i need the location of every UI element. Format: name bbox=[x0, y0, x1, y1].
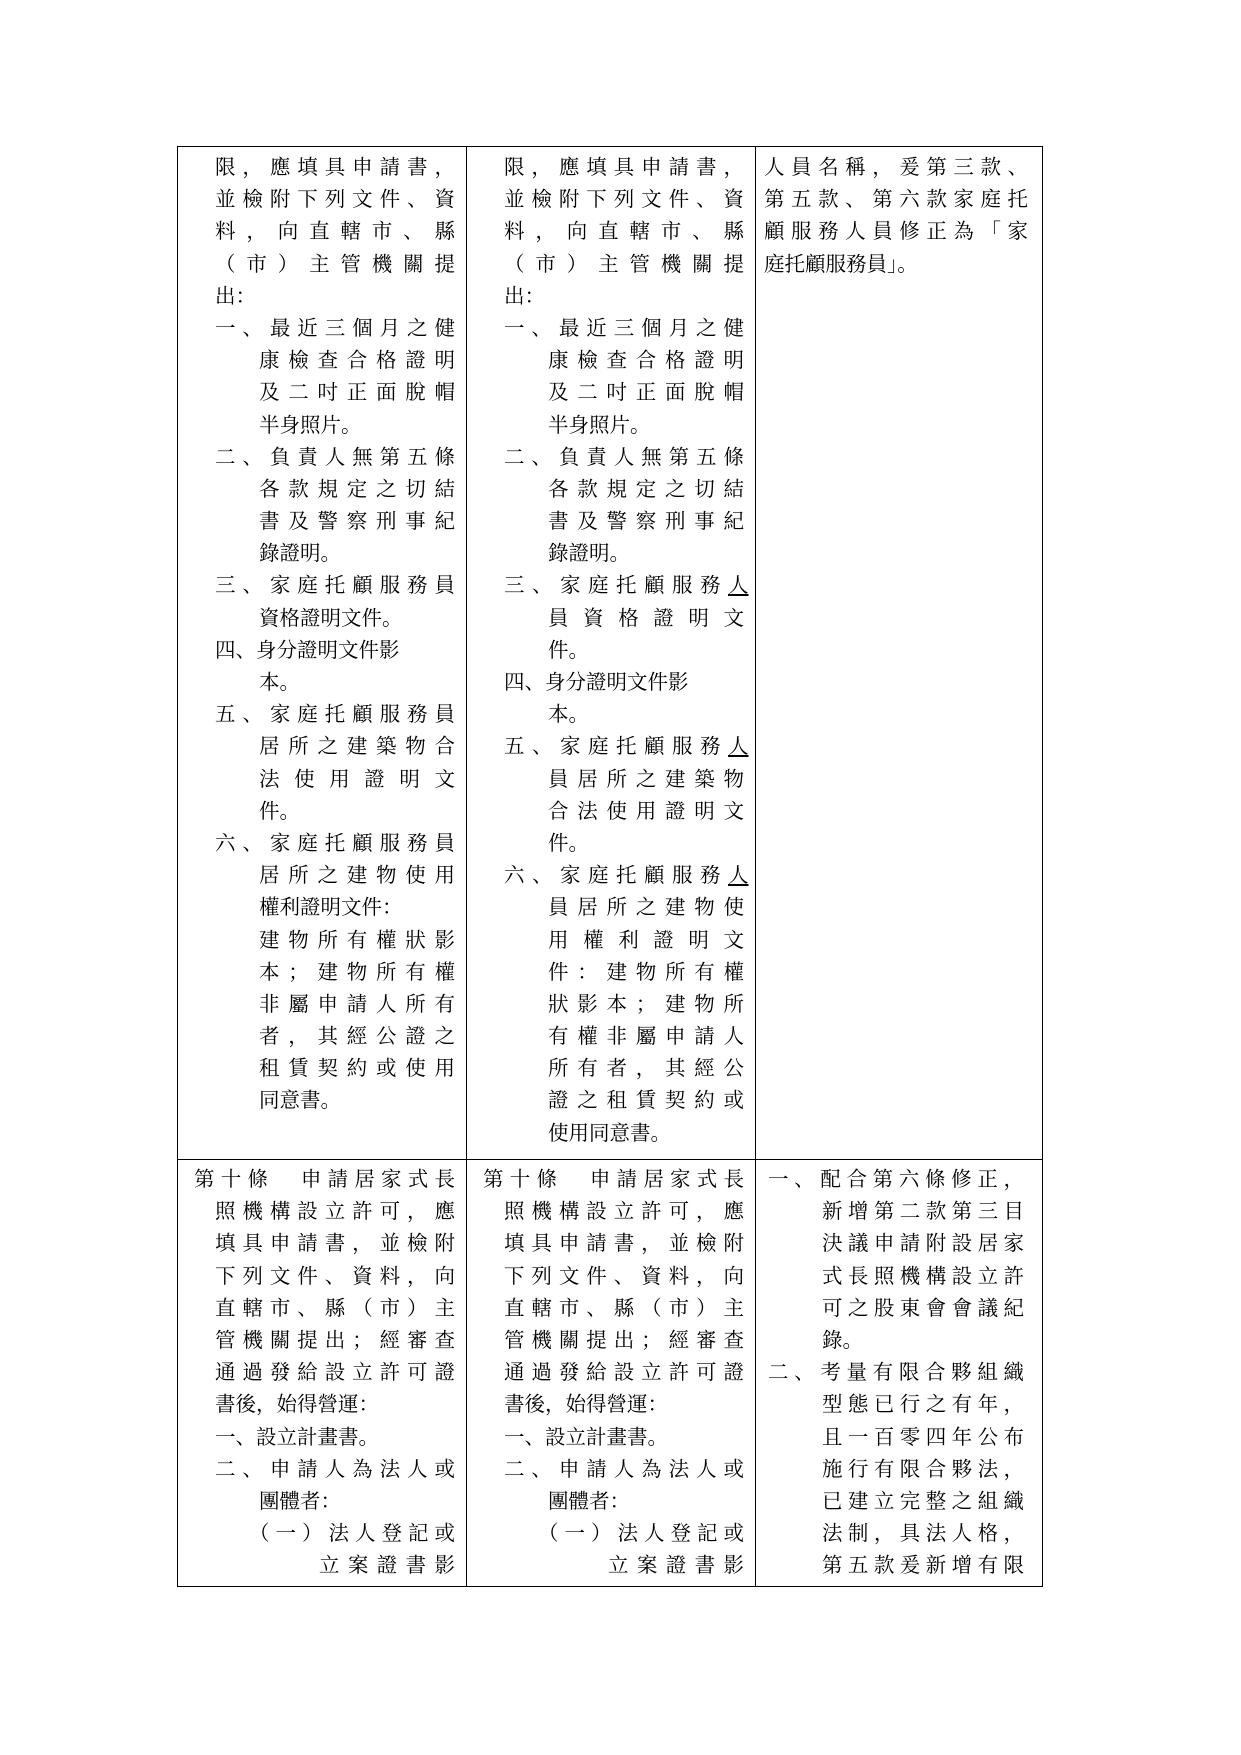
text-line: 本。 bbox=[259, 670, 300, 694]
text-line: 康檢查合格證明 bbox=[548, 348, 744, 373]
text-line: 法制，具法人格， bbox=[822, 1521, 1024, 1546]
text-line: 型態已行之有年， bbox=[822, 1392, 1024, 1417]
text-line: 團體者： bbox=[548, 1488, 630, 1513]
text-line: 庭托顧服務員」。 bbox=[764, 251, 918, 276]
text-line: 員資格證明文 bbox=[548, 605, 744, 630]
text-line: 所有者，其經公 bbox=[548, 1056, 744, 1081]
text-line: 照機構設立許可，應 bbox=[504, 1199, 744, 1224]
list-item-1: 一、設立計畫書。 bbox=[504, 1424, 668, 1449]
text-line: 康檢查合格證明 bbox=[259, 348, 455, 373]
text-line: 並檢附下列文件、資 bbox=[215, 187, 455, 212]
text-line: 書及警察刑事紀 bbox=[259, 509, 455, 534]
text-line: 錄。 bbox=[822, 1327, 863, 1352]
list-item-5 bbox=[504, 730, 749, 762]
text-line: 資格證明文件。 bbox=[259, 605, 403, 630]
column-divider bbox=[755, 147, 756, 1586]
list-item-1: 一、設立計畫書。 bbox=[215, 1424, 379, 1449]
text-segment: 六、家庭托顧服務 bbox=[504, 863, 728, 888]
text-line: 第五款、第六款家庭托 bbox=[764, 187, 1028, 212]
text-line: （市）主管機關提 bbox=[215, 251, 455, 276]
text-line: 件。 bbox=[548, 637, 589, 662]
text-line: 並檢附下列文件、資 bbox=[504, 187, 744, 212]
text-line: 填具申請書，並檢附 bbox=[215, 1231, 455, 1256]
text-line: 照機構設立許可，應 bbox=[215, 1199, 455, 1224]
list-item-4: 四、身分證明文件影 bbox=[215, 637, 400, 662]
text-line: 員居所之建築物 bbox=[548, 766, 744, 791]
text-line: 料，向直轄市、縣 bbox=[504, 219, 744, 244]
text-line: 有權非屬申請人 bbox=[548, 1024, 744, 1049]
text-line: 書後，始得營運： bbox=[504, 1392, 668, 1417]
text-line: 員居所之建物使 bbox=[548, 895, 744, 920]
text-line: 錄證明。 bbox=[259, 541, 341, 566]
text-line: 件。 bbox=[259, 798, 300, 823]
text-line: 管機關提出；經審查 bbox=[504, 1327, 744, 1352]
article-heading: 第十條 申請居家式長 bbox=[483, 1167, 744, 1191]
text-line: 可之股東會會議紀 bbox=[822, 1295, 1024, 1320]
list-item-6 bbox=[504, 859, 749, 891]
text-line: 及二吋正面脫帽 bbox=[259, 380, 455, 405]
text-line: 且一百零四年公布 bbox=[822, 1424, 1024, 1449]
inserted-text: 人 bbox=[728, 863, 749, 888]
text-line: 新增第二款第三目 bbox=[822, 1199, 1024, 1224]
text-line: 權利證明文件： bbox=[259, 895, 403, 920]
sub-item-1: （一）法人登記或 bbox=[249, 1521, 455, 1546]
text-line: 通過發給設立許可證 bbox=[215, 1360, 455, 1385]
text-line: 人員名稱，爰第三款、 bbox=[764, 155, 1028, 179]
text-line: 及二吋正面脫帽 bbox=[548, 380, 744, 405]
text-line: 下列文件、資料，向 bbox=[215, 1263, 455, 1288]
text-line: 居所之建築物合 bbox=[259, 734, 455, 759]
row2-col1-cell bbox=[194, 1163, 455, 1581]
text-line: 限，應填具申請書， bbox=[215, 155, 455, 179]
text-line: 書及警察刑事紀 bbox=[548, 509, 744, 534]
list-item-3 bbox=[504, 569, 749, 601]
list-item-2: 二、負責人無第五條 bbox=[215, 444, 455, 469]
text-line: 限，應填具申請書， bbox=[504, 155, 744, 179]
text-line: 半身照片。 bbox=[548, 412, 651, 437]
text-line: 團體者： bbox=[259, 1488, 341, 1513]
text-line: 狀影本；建物所 bbox=[548, 991, 744, 1016]
list-item-2: 二、考量有限合夥組織 bbox=[768, 1360, 1024, 1385]
text-line: 各款規定之切結 bbox=[259, 476, 455, 501]
text-line: 顧服務人員修正為「家 bbox=[764, 219, 1028, 244]
list-item-2: 二、負責人無第五條 bbox=[504, 444, 744, 469]
text-line: 法使用證明文 bbox=[259, 766, 455, 791]
text-line: 非屬申請人所有 bbox=[259, 991, 455, 1016]
text-line: 直轄市、縣（市）主 bbox=[215, 1295, 455, 1320]
text-line: 已建立完整之組織 bbox=[822, 1488, 1024, 1513]
text-line: 出： bbox=[215, 283, 256, 308]
text-line: 決議申請附設居家 bbox=[822, 1231, 1024, 1256]
row1-col2-cell bbox=[504, 151, 749, 1149]
text-line: 建物所有權狀影 bbox=[259, 927, 455, 952]
text-line: 證之租賃契約或 bbox=[548, 1088, 744, 1113]
column-divider bbox=[466, 147, 467, 1586]
list-item-1: 一、最近三個月之健 bbox=[504, 315, 744, 340]
text-line: 填具申請書，並檢附 bbox=[504, 1231, 744, 1256]
text-line: 立案證書影 bbox=[319, 1553, 455, 1578]
text-line: 通過發給設立許可證 bbox=[504, 1360, 744, 1385]
comparison-table bbox=[177, 146, 1043, 1587]
text-line: 料，向直轄市、縣 bbox=[215, 219, 455, 244]
list-item-2: 二、申請人為法人或 bbox=[215, 1456, 455, 1481]
text-segment: 三、家庭托顧服務 bbox=[504, 573, 728, 598]
article-heading: 第十條 申請居家式長 bbox=[194, 1167, 455, 1191]
text-line: 立案證書影 bbox=[608, 1553, 744, 1578]
text-line: 書後，始得營運： bbox=[215, 1392, 379, 1417]
text-line: 本；建物所有權 bbox=[259, 959, 455, 984]
text-line: 使用同意書。 bbox=[548, 1120, 671, 1145]
list-item-5: 五、家庭托顧服務員 bbox=[215, 702, 455, 727]
text-line: 各款規定之切結 bbox=[548, 476, 744, 501]
list-item-4: 四、身分證明文件影 bbox=[504, 670, 689, 694]
text-line: 第五款爰新增有限 bbox=[822, 1553, 1024, 1578]
text-line: 本。 bbox=[548, 702, 589, 727]
list-item-3: 三、家庭托顧服務員 bbox=[215, 573, 455, 598]
text-line: （市）主管機關提 bbox=[504, 251, 744, 276]
text-line: 用權利證明文 bbox=[548, 927, 744, 952]
sub-item-1: （一）法人登記或 bbox=[538, 1521, 744, 1546]
text-line: 出： bbox=[504, 283, 545, 308]
text-line: 同意書。 bbox=[259, 1088, 341, 1113]
row1-col3-cell bbox=[764, 151, 1028, 280]
text-line: 式長照機構設立許 bbox=[822, 1263, 1024, 1288]
text-line: 錄證明。 bbox=[548, 541, 630, 566]
text-line: 合法使用證明文 bbox=[548, 798, 744, 823]
inserted-text: 人 bbox=[728, 734, 749, 759]
list-item-2: 二、申請人為法人或 bbox=[504, 1456, 744, 1481]
row2-col3-cell bbox=[768, 1163, 1024, 1581]
inserted-text: 人 bbox=[728, 573, 749, 598]
text-line: 半身照片。 bbox=[259, 412, 362, 437]
text-line: 下列文件、資料，向 bbox=[504, 1263, 744, 1288]
text-line: 居所之建物使用 bbox=[259, 863, 455, 888]
row-divider bbox=[178, 1159, 1042, 1160]
row1-col1-cell bbox=[215, 151, 455, 1117]
text-line: 件。 bbox=[548, 830, 589, 855]
list-item-1: 一、配合第六條修正， bbox=[768, 1167, 1024, 1191]
list-item-1: 一、最近三個月之健 bbox=[215, 315, 455, 340]
text-line: 者，其經公證之 bbox=[259, 1024, 455, 1049]
text-segment: 五、家庭托顧服務 bbox=[504, 734, 728, 759]
text-line: 租賃契約或使用 bbox=[259, 1056, 455, 1081]
text-line: 件：建物所有權 bbox=[548, 959, 744, 984]
list-item-6: 六、家庭托顧服務員 bbox=[215, 830, 455, 855]
row2-col2-cell bbox=[483, 1163, 744, 1581]
text-line: 管機關提出；經審查 bbox=[215, 1327, 455, 1352]
text-line: 施行有限合夥法， bbox=[822, 1456, 1024, 1481]
text-line: 直轄市、縣（市）主 bbox=[504, 1295, 744, 1320]
